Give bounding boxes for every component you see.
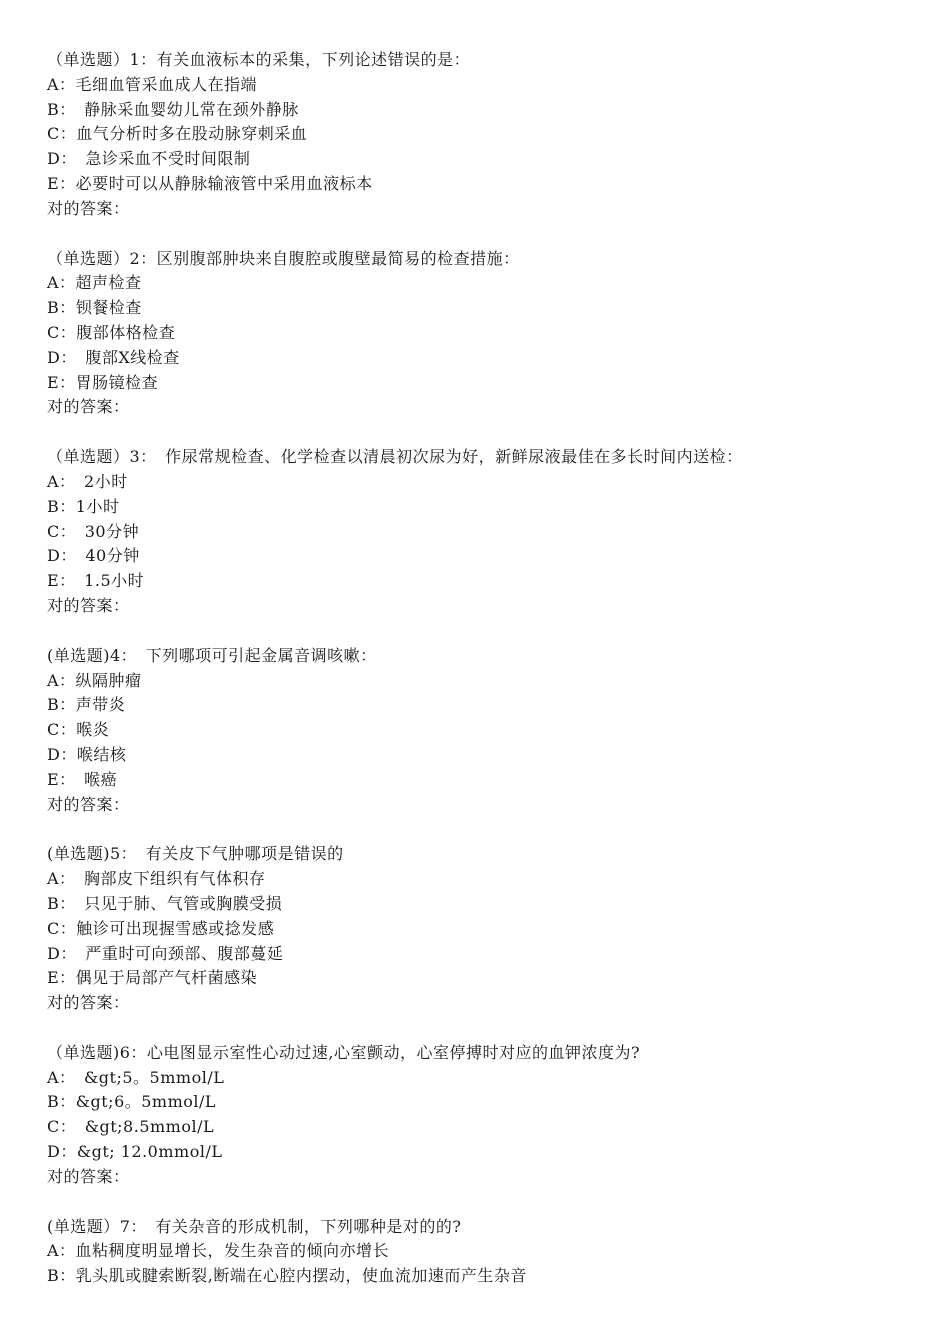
question-stem: （单选题）1：有关血液标本的采集，下列论述错误的是：: [47, 50, 471, 69]
question-stem: (单选题)4： 下列哪项可引起金属音调咳嗽：: [47, 645, 377, 665]
option-c: C： &gt;8.5mmol/L: [47, 1117, 215, 1137]
option-a: A：血粘稠度明显增长，发生杂音的倾向亦增长: [47, 1241, 390, 1261]
option-b: B：&gt;6。5mmol/L: [47, 1092, 217, 1112]
question-3: [47, 445, 927, 619]
question-4: [47, 644, 927, 818]
answer-label: 对的答案：: [47, 794, 130, 814]
option-d: D： 腹部X线检查: [47, 347, 180, 367]
option-d: D：喉结核: [47, 744, 127, 764]
question-stem: （单选题)6：心电图显示室性心动过速,心室颤动，心室停搏时对应的血钾浓度为?: [47, 1042, 641, 1062]
answer-label: 对的答案：: [47, 1166, 130, 1186]
option-b: B： 静脉采血婴幼儿常在颈外静脉: [47, 99, 299, 119]
option-d: D： 40分钟: [47, 546, 140, 566]
option-b: B：钡餐检查: [47, 298, 142, 318]
question-stem: (单选题）7： 有关杂音的形成机制，下列哪种是对的的?: [47, 1216, 462, 1236]
option-a: A：纵隔肿瘤: [47, 670, 142, 690]
question-1: [47, 48, 927, 222]
option-a: A： 2小时: [47, 471, 128, 491]
answer-label: 对的答案：: [47, 595, 130, 615]
option-b: B：1小时: [47, 496, 120, 516]
option-c: C：喉炎: [47, 720, 110, 740]
option-c: C：触诊可出现握雪感或捻发感: [47, 918, 275, 938]
option-c: C：血气分析时多在股动脉穿刺采血: [47, 124, 308, 144]
option-e: E： 1.5小时: [47, 571, 145, 591]
option-d: D： 急诊采血不受时间限制: [47, 149, 251, 169]
answer-label: 对的答案：: [47, 993, 130, 1013]
option-b: B：乳头肌或腱索断裂,断端在心腔内摆动，使血流加速而产生杂音: [47, 1266, 527, 1286]
option-d: D：&gt; 12.0mmol/L: [47, 1142, 223, 1162]
option-e: E： 喉癌: [47, 769, 118, 789]
option-a: A： 胸部皮下组织有气体积存: [47, 869, 266, 889]
question-2: [47, 247, 927, 421]
option-e: E：必要时可以从静脉输液管中采用血液标本: [47, 173, 373, 193]
option-e: E：偶见于局部产气杆菌感染: [47, 968, 258, 988]
option-b: B：声带炎: [47, 695, 126, 715]
question-7: [47, 1215, 927, 1289]
option-b: B： 只见于肺、气管或胸膜受损: [47, 893, 283, 913]
question-stem: (单选题)5： 有关皮下气肿哪项是错误的: [47, 844, 344, 864]
question-stem: （单选题）3： 作尿常规检查、化学检查以清晨初次尿为好，新鲜尿液最佳在多长时间内送检：: [47, 447, 743, 467]
option-e: E：胃肠镜检查: [47, 372, 159, 392]
question-5: [47, 842, 927, 1016]
exam-document: [47, 48, 927, 1314]
question-stem: （单选题）2：区别腹部肿块来自腹腔或腹壁最简易的检查措施：: [47, 248, 520, 268]
answer-label: 对的答案：: [47, 397, 130, 417]
option-c: C：腹部体格检查: [47, 322, 176, 342]
option-c: C： 30分钟: [47, 521, 140, 541]
option-a: A： &gt;5。5mmol/L: [47, 1067, 225, 1087]
question-6: [47, 1041, 927, 1190]
option-a: A：毛细血管采血成人在指端: [47, 74, 258, 94]
option-a: A：超声检查: [47, 273, 142, 293]
option-d: D： 严重时可向颈部、腹部蔓延: [47, 943, 284, 963]
answer-label: 对的答案：: [47, 198, 130, 218]
